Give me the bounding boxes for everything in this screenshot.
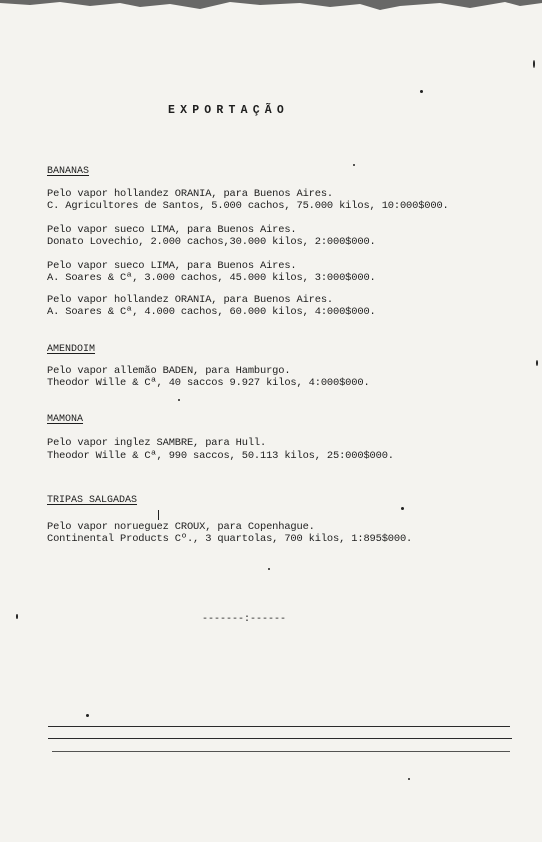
bottom-rule	[48, 738, 512, 739]
bottom-rule	[52, 751, 510, 752]
section-heading-amendoim: AMENDOIM	[47, 344, 96, 355]
scan-speck	[178, 399, 180, 401]
entry-vessel-line: Pelo vapor sueco LIMA, para Buenos Aires.	[47, 260, 297, 272]
entry-detail-line: Theodor Wille & Cª, 40 saccos 9.927 kilos, 4:000$000.	[47, 377, 370, 389]
section-heading-mamona: MAMONA	[47, 414, 84, 425]
scan-speck	[86, 714, 89, 717]
section-heading-bananas: BANANAS	[47, 166, 90, 177]
scan-speck	[401, 507, 404, 510]
entry-detail-line: Continental Products Cº., 3 quartolas, 700 kilos, 1:895$000.	[47, 533, 413, 545]
entry-vessel-line: Pelo vapor allemão BADEN, para Hamburgo.	[47, 365, 291, 377]
scan-edge-noise	[0, 0, 542, 14]
entry-vessel-line: Pelo vapor hollandez ORANIA, para Buenos Aires.	[47, 294, 334, 306]
entry-detail-line: C. Agricultores de Santos, 5.000 cachos, 75.000 kilos, 10:000$000.	[47, 200, 449, 212]
scan-speck	[353, 164, 355, 166]
scan-speck	[16, 614, 18, 619]
entry-vessel-line: Pelo vapor inglez SAMBRE, para Hull.	[47, 437, 267, 449]
section-heading-tripas-salgadas: TRIPAS SALGADAS	[47, 495, 138, 506]
entry-detail-line: A. Soares & Cª, 3.000 cachos, 45.000 kilos, 3:000$000.	[47, 272, 376, 284]
entry-vessel-line: Pelo vapor sueco LIMA, para Buenos Aires.	[47, 224, 297, 236]
scan-speck	[536, 360, 538, 366]
entry-detail-line: A. Soares & Cª, 4.000 cachos, 60.000 kilos, 4:000$000.	[47, 306, 376, 318]
scan-speck	[268, 568, 270, 570]
entry-vessel-line: Pelo vapor norueguez CROUX, para Copenhague.	[47, 521, 315, 533]
entry-vessel-line: Pelo vapor hollandez ORANIA, para Buenos Aires.	[47, 188, 334, 200]
bottom-rule	[48, 726, 510, 727]
entry-detail-line: Donato Lovechio, 2.000 cachos,30.000 kilos, 2:000$000.	[47, 236, 376, 248]
page-title: EXPORTAÇÃO	[168, 104, 290, 117]
scan-speck	[420, 90, 423, 93]
scan-speck	[158, 510, 159, 520]
separator-line: -------:------	[202, 614, 287, 625]
scan-speck	[408, 778, 410, 780]
entry-detail-line: Theodor Wille & Cª, 990 saccos, 50.113 kilos, 25:000$000.	[47, 450, 394, 462]
scan-speck	[533, 60, 535, 68]
